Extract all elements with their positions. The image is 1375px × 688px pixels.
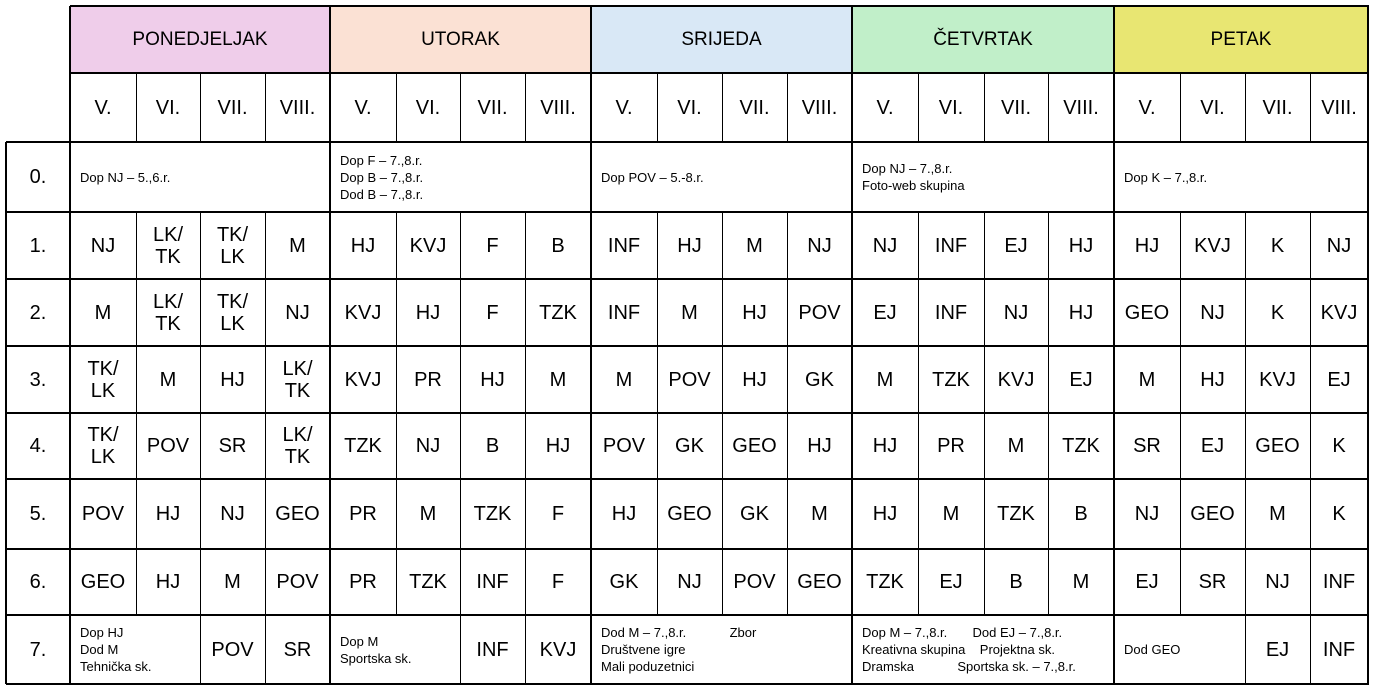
- subject-cell: F: [551, 503, 565, 525]
- extra-activity-note: [70, 142, 330, 212]
- subject-cell: PR: [349, 571, 377, 593]
- column-border: [525, 73, 526, 142]
- subject-cell: HJ: [1134, 234, 1160, 257]
- subject-cell: TK/ LK: [216, 290, 249, 335]
- subject-cell: TZK: [997, 503, 1035, 525]
- column-border: [1048, 73, 1049, 142]
- subject-cell: INF: [607, 234, 641, 257]
- subject-cell: NJ: [90, 234, 116, 257]
- extra-activity-note-text: Dop M – 7.,8.r. Dod EJ – 7.,8.r. Kreativna skupina Projektna sk. Dramska Sportska sk. – 7.,8.r.: [862, 625, 1076, 674]
- subject-cell: M: [1007, 435, 1025, 457]
- subject-cell: HJ: [155, 503, 181, 525]
- subject-cell: POV: [276, 571, 319, 593]
- subject-cell: TK/ LK: [87, 357, 119, 402]
- grade-header: VI.: [677, 96, 702, 119]
- extra-activity-note: [1114, 615, 1245, 684]
- column-border: [200, 73, 201, 142]
- grade-header: VI.: [415, 96, 441, 119]
- extra-activity-note-text: Dop NJ – 7.,8.r. Foto-web skupina: [862, 161, 965, 193]
- subject-cell: GK: [740, 503, 769, 525]
- period-label: 7.: [29, 638, 47, 661]
- subject-cell: NJ: [415, 435, 441, 457]
- header-border: [70, 5, 1369, 7]
- grade-header: VII.: [477, 96, 508, 119]
- subject-cell: EJ: [1200, 435, 1225, 457]
- grade-header: VIII.: [801, 96, 838, 119]
- subject-cell: NJ: [285, 301, 310, 324]
- row-border: [6, 278, 1369, 280]
- grade-header: VI.: [938, 96, 964, 119]
- subject-cell: NJ: [1134, 503, 1160, 525]
- subject-cell: POV: [668, 368, 711, 391]
- column-border: [265, 73, 266, 142]
- grade-header: V.: [354, 96, 372, 119]
- column-border: [136, 73, 137, 142]
- subject-cell: HJ: [415, 301, 441, 324]
- subject-cell: HJ: [742, 368, 767, 391]
- subject-cell: M: [549, 368, 567, 391]
- subject-cell: NJ: [1326, 234, 1352, 257]
- subject-cell: HJ: [480, 368, 505, 391]
- subject-cell: M: [615, 368, 633, 391]
- subject-cell: HJ: [677, 234, 702, 257]
- subject-cell: KVJ: [344, 301, 382, 324]
- subject-cell: K: [1332, 503, 1346, 525]
- subject-cell: HJ: [1068, 301, 1094, 324]
- subject-cell: HJ: [155, 571, 181, 593]
- grade-header: VIII.: [1321, 96, 1357, 119]
- subject-cell: EJ: [873, 301, 897, 324]
- subject-cell: B: [485, 435, 500, 457]
- extra-activity-note: [330, 142, 591, 212]
- row-border: [6, 548, 1369, 550]
- subject-cell: KVJ: [409, 234, 447, 257]
- subject-cell: M: [942, 503, 960, 525]
- day-header: PETAK: [1114, 6, 1368, 73]
- subject-cell: TZK: [473, 503, 512, 525]
- column-border: [984, 212, 985, 615]
- column-border: [200, 212, 201, 615]
- subject-cell: B: [1074, 503, 1088, 525]
- subject-cell: KVJ: [1320, 301, 1358, 324]
- subject-cell: KVJ: [344, 368, 382, 391]
- subject-cell: INF: [934, 234, 968, 257]
- row-border: [6, 211, 1369, 213]
- subject-cell: LK/ TK: [152, 223, 184, 268]
- subject-cell: GEO: [1190, 503, 1235, 525]
- column-border: [787, 212, 788, 615]
- extra-activity-note: [70, 615, 200, 684]
- extra-activity-note-text: Dod M – 7.,8.r. Zbor Društvene igre Mali poduzetnici: [601, 625, 757, 674]
- subject-cell: NJ: [220, 503, 245, 525]
- column-border: [200, 615, 201, 684]
- subject-cell: EJ: [1004, 234, 1028, 257]
- column-border: [525, 615, 526, 684]
- extra-activity-note: [1114, 142, 1368, 212]
- day-border: [1113, 6, 1115, 684]
- day-border: [590, 6, 592, 684]
- day-header: ČETVRTAK: [852, 6, 1114, 73]
- day-border: [1367, 6, 1369, 684]
- subject-cell: HJ: [872, 435, 898, 457]
- grade-header: VII.: [739, 96, 770, 119]
- subject-cell: GEO: [1255, 435, 1300, 457]
- column-border: [984, 73, 985, 142]
- subject-cell: SR: [1198, 571, 1227, 593]
- column-border: [1310, 212, 1311, 615]
- subject-cell: TZK: [539, 301, 577, 324]
- subject-cell: M: [876, 368, 894, 391]
- day-border: [851, 6, 853, 684]
- subject-cell: NJ: [677, 571, 702, 593]
- grade-header: V.: [1138, 96, 1156, 119]
- subject-cell: LK/ TK: [152, 290, 184, 335]
- grade-header: V.: [615, 96, 633, 119]
- column-border: [1245, 212, 1246, 615]
- column-border: [1245, 615, 1246, 684]
- row-border: [6, 478, 1369, 480]
- subject-cell: M: [419, 503, 437, 525]
- subject-cell: INF: [476, 638, 509, 661]
- subject-cell: K: [1332, 435, 1346, 457]
- grade-header: V.: [876, 96, 894, 119]
- subject-cell: M: [224, 571, 241, 593]
- row-border: [6, 614, 1369, 616]
- subject-cell: INF: [1322, 571, 1356, 593]
- row-border: [6, 683, 1369, 685]
- grade-header: VIII.: [279, 96, 316, 119]
- subject-cell: INF: [476, 571, 509, 593]
- subject-cell: LK/ TK: [282, 424, 313, 468]
- subject-cell: F: [486, 234, 499, 257]
- period-label: 6.: [29, 571, 47, 593]
- subject-cell: LK/ TK: [282, 357, 313, 402]
- column-border: [1180, 73, 1181, 142]
- subject-cell: KVJ: [539, 638, 577, 661]
- subject-cell: GEO: [797, 571, 842, 593]
- subject-cell: M: [289, 234, 306, 257]
- column-border: [265, 615, 266, 684]
- period-label: 4.: [29, 435, 47, 457]
- subject-cell: GK: [805, 368, 834, 391]
- subject-cell: INF: [1322, 638, 1356, 661]
- period-label: 3.: [29, 368, 47, 391]
- subject-cell: POV: [733, 571, 776, 593]
- column-border: [918, 212, 919, 615]
- day-border: [329, 6, 331, 684]
- row-border: [6, 412, 1369, 414]
- extra-activity-note-text: Dod GEO: [1124, 642, 1181, 657]
- subject-cell: INF: [934, 301, 968, 324]
- subject-cell: F: [486, 301, 499, 324]
- subject-cell: EJ: [1265, 638, 1290, 661]
- subject-cell: M: [746, 234, 763, 257]
- subject-cell: PR: [349, 503, 377, 525]
- subject-cell: TK/ LK: [87, 424, 119, 468]
- subject-cell: TZK: [344, 435, 382, 457]
- extra-activity-note: [852, 615, 1114, 684]
- subject-cell: M: [811, 503, 828, 525]
- subject-cell: GK: [675, 435, 704, 457]
- subject-cell: POV: [146, 435, 190, 457]
- subject-cell: TZK: [409, 571, 447, 593]
- day-header: SRIJEDA: [591, 6, 852, 73]
- subject-cell: TZK: [1062, 435, 1100, 457]
- subject-cell: K: [1270, 301, 1285, 324]
- subject-cell: M: [1269, 503, 1286, 525]
- subject-cell: TK/ LK: [216, 223, 249, 268]
- subject-cell: M: [1138, 368, 1156, 391]
- subject-cell: B: [1009, 571, 1023, 593]
- column-border: [396, 212, 397, 615]
- period-label: 0.: [29, 166, 47, 188]
- period-label: 2.: [29, 301, 47, 324]
- subject-cell: POV: [81, 503, 125, 525]
- subject-cell: HJ: [220, 368, 245, 391]
- subject-cell: KVJ: [1259, 368, 1296, 391]
- subject-cell: SR: [283, 638, 312, 661]
- grade-header: VI.: [1200, 96, 1225, 119]
- subject-cell: M: [94, 301, 112, 324]
- extra-activity-note-text: Dop HJ Dod M Tehnička sk.: [80, 625, 152, 674]
- subject-cell: NJ: [807, 234, 832, 257]
- subject-cell: PR: [414, 368, 442, 391]
- column-border: [657, 212, 658, 615]
- day-border: [69, 6, 71, 684]
- column-border: [460, 73, 461, 142]
- subject-cell: GEO: [1124, 301, 1170, 324]
- period-label: 5.: [29, 503, 47, 525]
- extra-activity-note: [852, 142, 1114, 212]
- subject-cell: KVJ: [1194, 234, 1231, 257]
- subject-cell: M: [159, 368, 177, 391]
- subject-cell: EJ: [939, 571, 963, 593]
- period-border: [5, 142, 7, 684]
- subject-cell: NJ: [1265, 571, 1290, 593]
- extra-activity-note-text: Dop M Sportska sk.: [340, 633, 412, 666]
- grade-header: V.: [94, 96, 112, 119]
- column-border: [1310, 615, 1311, 684]
- subject-cell: GEO: [667, 503, 712, 525]
- subject-cell: GEO: [732, 435, 777, 457]
- subject-cell: GK: [609, 571, 639, 593]
- subject-cell: POV: [798, 301, 841, 324]
- subject-cell: NJ: [1003, 301, 1029, 324]
- column-border: [1310, 73, 1311, 142]
- grade-header: VIII.: [1063, 96, 1099, 119]
- subject-cell: EJ: [1327, 368, 1351, 391]
- subject-cell: B: [551, 234, 565, 257]
- column-border: [722, 212, 723, 615]
- grade-header: VIII.: [540, 96, 576, 119]
- subject-cell: TZK: [866, 571, 904, 593]
- subject-cell: EJ: [1069, 368, 1093, 391]
- column-border: [1180, 212, 1181, 615]
- subject-cell: GEO: [80, 571, 126, 593]
- column-border: [918, 73, 919, 142]
- subject-cell: HJ: [611, 503, 637, 525]
- subject-cell: GEO: [275, 503, 320, 525]
- period-label: 1.: [29, 234, 47, 257]
- subject-cell: POV: [211, 638, 254, 661]
- subject-cell: SR: [1133, 435, 1161, 457]
- grade-header: VII.: [1000, 96, 1031, 119]
- column-border: [460, 615, 461, 684]
- column-border: [1048, 212, 1049, 615]
- subject-cell: M: [1072, 571, 1090, 593]
- subject-cell: POV: [602, 435, 646, 457]
- subject-cell: INF: [607, 301, 641, 324]
- subject-cell: KVJ: [997, 368, 1035, 391]
- subject-cell: HJ: [545, 435, 571, 457]
- column-border: [396, 73, 397, 142]
- day-header: PONEDJELJAK: [70, 6, 330, 73]
- subject-cell: HJ: [1200, 368, 1225, 391]
- day-header: UTORAK: [330, 6, 591, 73]
- column-border: [1245, 73, 1246, 142]
- extra-activity-note: [591, 142, 852, 212]
- column-border: [787, 73, 788, 142]
- subject-cell: HJ: [1068, 234, 1094, 257]
- row-border: [6, 345, 1369, 347]
- subject-cell: HJ: [872, 503, 898, 525]
- subject-cell: HJ: [807, 435, 832, 457]
- extra-activity-note-text: Dop POV – 5.-8.r.: [601, 169, 704, 185]
- extra-activity-note-text: Dop F – 7.,8.r. Dop B – 7.,8.r. Dod B – 7.,8.r.: [340, 152, 424, 202]
- column-border: [657, 73, 658, 142]
- column-border: [460, 212, 461, 615]
- extra-activity-note-text: Dop NJ – 5.,6.r.: [80, 169, 171, 185]
- extra-activity-note: [330, 615, 460, 684]
- column-border: [265, 212, 266, 615]
- extra-activity-note-text: Dop K – 7.,8.r.: [1124, 169, 1208, 185]
- grade-header: VI.: [155, 96, 181, 119]
- subject-cell: EJ: [1135, 571, 1159, 593]
- subject-cell: K: [1270, 234, 1285, 257]
- column-border: [525, 212, 526, 615]
- subject-cell: NJ: [1200, 301, 1225, 324]
- subject-cell: HJ: [350, 234, 376, 257]
- column-border: [136, 212, 137, 615]
- grade-header: VII.: [217, 96, 248, 119]
- column-border: [722, 73, 723, 142]
- row-border: [6, 141, 1369, 143]
- subject-cell: TZK: [932, 368, 970, 391]
- subject-cell: SR: [218, 435, 247, 457]
- subject-cell: NJ: [872, 234, 898, 257]
- subject-cell: HJ: [742, 301, 767, 324]
- grade-header: VII.: [1262, 96, 1293, 119]
- subject-cell: F: [551, 571, 565, 593]
- extra-activity-note: [591, 615, 852, 684]
- subject-cell: M: [681, 301, 698, 324]
- subject-cell: PR: [937, 435, 965, 457]
